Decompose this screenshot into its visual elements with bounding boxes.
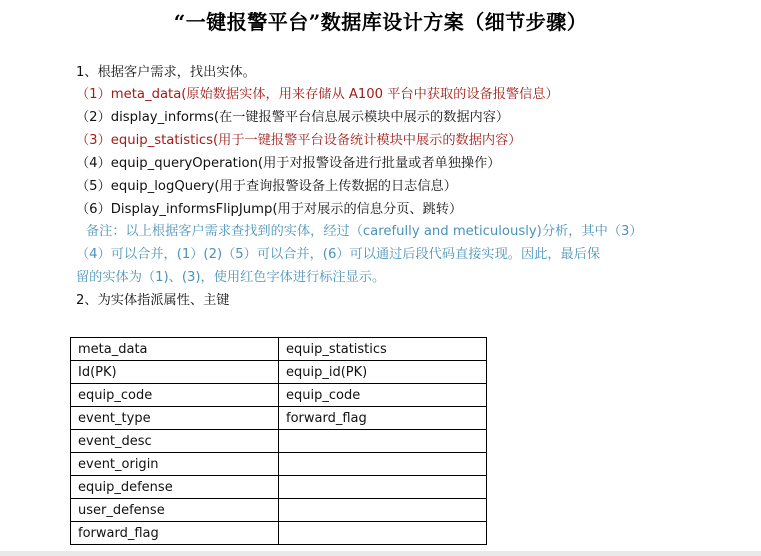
table-cell: event_type: [71, 407, 279, 430]
table-cell: [279, 453, 487, 476]
entity-item-equip-log-query: （5）equip_logQuery(用于查询报警设备上传数据的日志信息）: [76, 179, 457, 194]
table-row: [71, 430, 487, 453]
section1-heading: 1、根据客户需求，找出实体。: [76, 65, 256, 80]
table-cell: equip_defense: [71, 476, 279, 499]
table-row: [71, 407, 487, 430]
table-cell: event_origin: [71, 453, 279, 476]
table-row: [71, 476, 487, 499]
entity-attributes-table: [70, 337, 487, 545]
table-cell: equip_code: [71, 384, 279, 407]
table-cell: forward_flag: [279, 407, 487, 430]
note-line-1: 备注：以上根据客户需求查找到的实体，经过（carefully and meticulously)分析，其中（3）: [86, 224, 643, 239]
table-cell: equip_id(PK): [279, 361, 487, 384]
table-cell: [279, 499, 487, 522]
document-title: “一键报警平台”数据库设计方案（细节步骤）: [173, 10, 588, 34]
note-line-2: （4）可以合并，(1）(2)（5）可以合并，(6）可以通过后段代码直接实现。因此，最后保: [76, 247, 601, 262]
table-cell: event_desc: [71, 430, 279, 453]
table-cell: [279, 522, 487, 545]
table-cell: meta_data: [71, 338, 279, 361]
table-cell: [279, 430, 487, 453]
table-row: [71, 361, 487, 384]
entity-item-display-informs: （2）display_informs(在一键报警平台信息展示模块中展示的数据内容）: [76, 110, 510, 125]
table-cell: equip_statistics: [279, 338, 487, 361]
table-cell: user_defense: [71, 499, 279, 522]
table-row: [71, 384, 487, 407]
table-row: [71, 522, 487, 545]
entity-item-meta-data: （1）meta_data(原始数据实体，用来存储从 A100 平台中获取的设备报警信息）: [76, 87, 559, 102]
page-bottom-divider: [0, 551, 761, 556]
table-row: [71, 453, 487, 476]
table-row: [71, 499, 487, 522]
table-cell: equip_code: [279, 384, 487, 407]
section2-heading: 2、为实体指派属性、主键: [76, 293, 230, 308]
entity-item-equip-statistics: （3）equip_statistics(用于一键报警平台设备统计模块中展示的数据内容）: [76, 133, 522, 148]
entity-item-display-informs-flip-jump: （6）Display_informsFlipJump(用于对展示的信息分页、跳转）: [76, 202, 463, 217]
entity-item-equip-query-operation: （4）equip_queryOperation(用于对报警设备进行批量或者单独操作）: [76, 156, 501, 171]
table-cell: Id(PK): [71, 361, 279, 384]
table-cell: [279, 476, 487, 499]
table-row: [71, 338, 487, 361]
table-cell: forward_flag: [71, 522, 279, 545]
note-line-3: 留的实体为（1)、(3)，使用红色字体进行标注显示。: [76, 270, 386, 285]
